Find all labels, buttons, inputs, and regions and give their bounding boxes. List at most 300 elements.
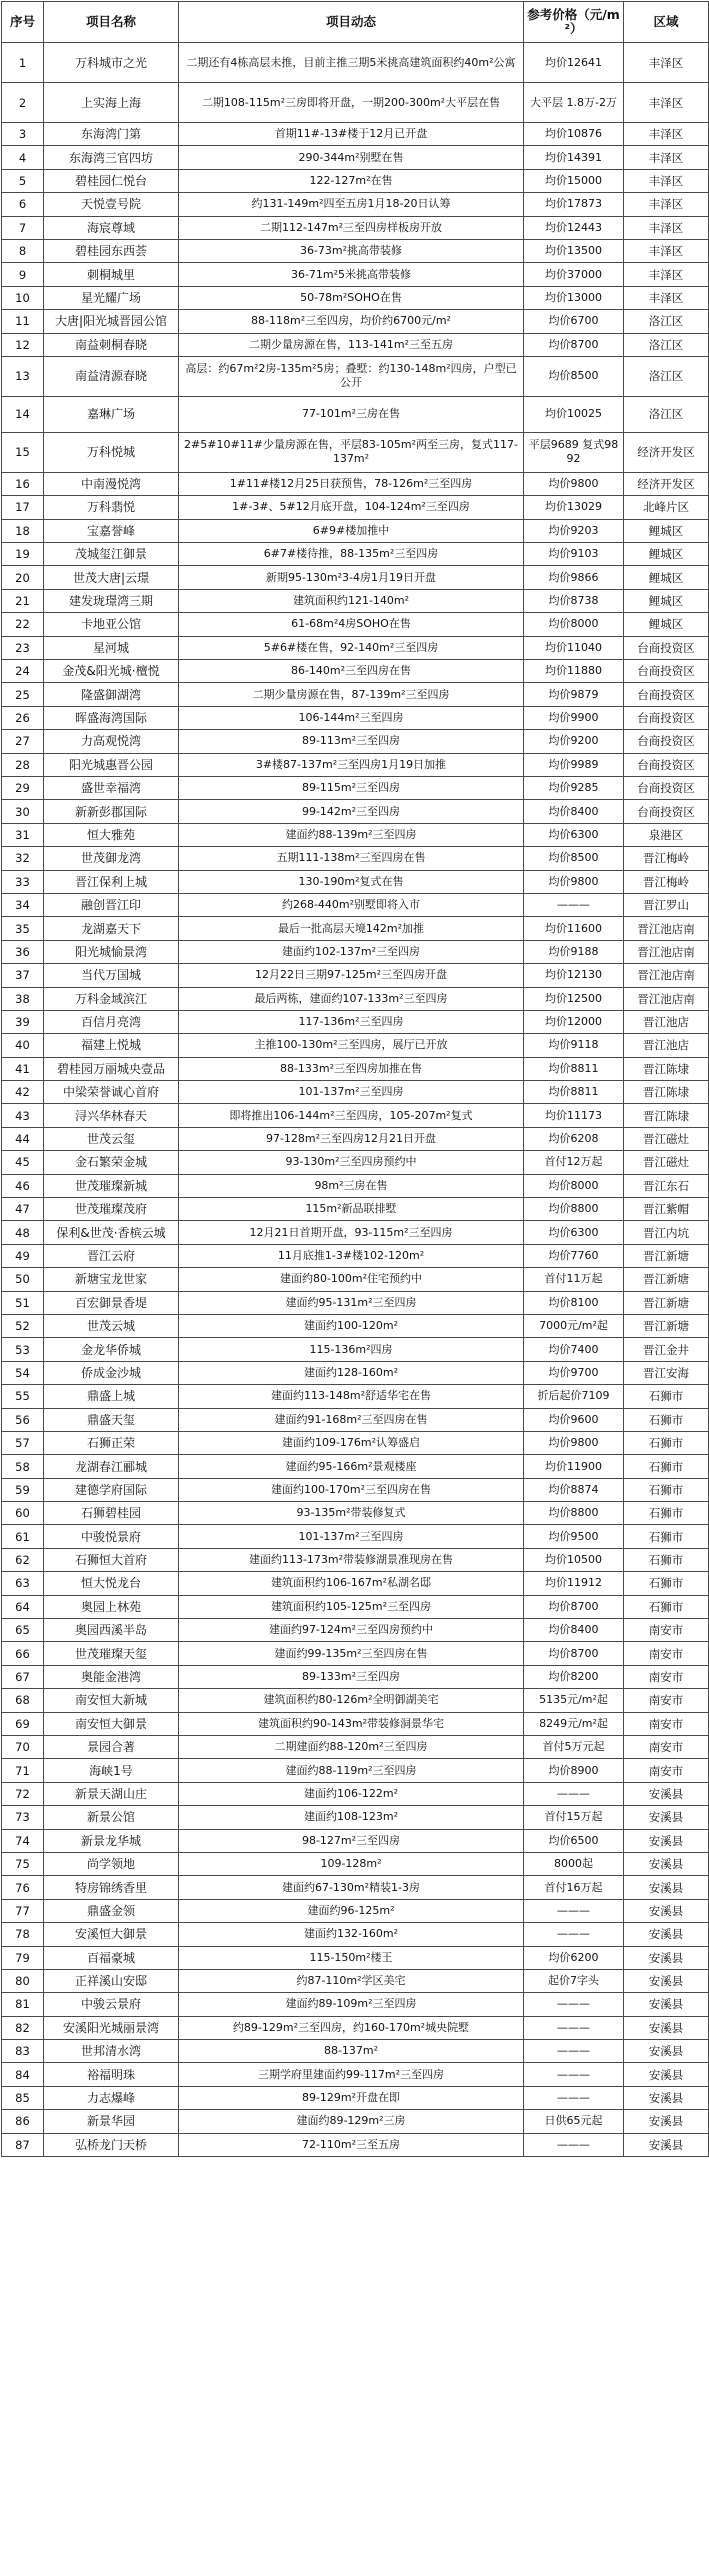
cell-dynamic: 二期108-115m²三房即将开盘，一期200-300m²大平层在售 bbox=[179, 83, 524, 123]
table-row bbox=[2, 1689, 709, 1712]
table-row bbox=[2, 1923, 709, 1946]
table-row bbox=[2, 83, 709, 123]
cell-no: 72 bbox=[2, 1782, 44, 1805]
cell-dynamic: 二期还有4栋高层未推，目前主推三期5米挑高建筑面积约40m²公寓 bbox=[179, 43, 524, 83]
cell-dynamic: 最后一批高层天境142m²加推 bbox=[179, 917, 524, 940]
cell-no: 36 bbox=[2, 940, 44, 963]
cell-region: 南安市 bbox=[624, 1759, 709, 1782]
cell-region: 石狮市 bbox=[624, 1408, 709, 1431]
cell-name: 龙湖春江郦城 bbox=[44, 1455, 179, 1478]
cell-price: 首付15万起 bbox=[524, 1806, 624, 1829]
cell-region: 丰泽区 bbox=[624, 123, 709, 146]
table-row bbox=[2, 1595, 709, 1618]
cell-dynamic: 三期学府里建面约99-117m²三至四房 bbox=[179, 2063, 524, 2086]
cell-name: 海峡1号 bbox=[44, 1759, 179, 1782]
cell-region: 经济开发区 bbox=[624, 472, 709, 495]
header-no: 序号 bbox=[2, 2, 44, 43]
cell-price: 均价9700 bbox=[524, 1361, 624, 1384]
cell-dynamic: 建面约100-120m² bbox=[179, 1314, 524, 1337]
cell-name: 鼎盛金领 bbox=[44, 1899, 179, 1922]
cell-name: 新塘宝龙世家 bbox=[44, 1268, 179, 1291]
cell-region: 南安市 bbox=[624, 1736, 709, 1759]
table-row bbox=[2, 1478, 709, 1501]
table-row bbox=[2, 1198, 709, 1221]
cell-name: 金茂&阳光城·檀悦 bbox=[44, 660, 179, 683]
cell-name: 奥能金港湾 bbox=[44, 1665, 179, 1688]
table-row bbox=[2, 2086, 709, 2109]
cell-name: 金龙华侨城 bbox=[44, 1338, 179, 1361]
cell-no: 2 bbox=[2, 83, 44, 123]
cell-region: 晋江池店南 bbox=[624, 987, 709, 1010]
cell-region: 晋江池店南 bbox=[624, 940, 709, 963]
cell-region: 鲤城区 bbox=[624, 519, 709, 542]
cell-dynamic: 72-110m²三至五房 bbox=[179, 2133, 524, 2156]
cell-no: 12 bbox=[2, 333, 44, 356]
table-row bbox=[2, 1736, 709, 1759]
cell-price: ——— bbox=[524, 2133, 624, 2156]
cell-region: 晋江新塘 bbox=[624, 1314, 709, 1337]
cell-name: 万科金域滨江 bbox=[44, 987, 179, 1010]
cell-dynamic: 建面约95-131m²三至四房 bbox=[179, 1291, 524, 1314]
cell-region: 安溪县 bbox=[624, 1923, 709, 1946]
cell-name: 碧桂园仁悦台 bbox=[44, 169, 179, 192]
cell-dynamic: 建面约132-160m² bbox=[179, 1923, 524, 1946]
cell-price: 均价10025 bbox=[524, 396, 624, 432]
cell-region: 经济开发区 bbox=[624, 432, 709, 472]
cell-region: 安溪县 bbox=[624, 1829, 709, 1852]
cell-price: 均价8700 bbox=[524, 1642, 624, 1665]
cell-dynamic: 98m²三房在售 bbox=[179, 1174, 524, 1197]
cell-no: 79 bbox=[2, 1946, 44, 1969]
table-row bbox=[2, 543, 709, 566]
cell-dynamic: 89-113m²三至四房 bbox=[179, 730, 524, 753]
header-price: 参考价格（元/m²） bbox=[524, 2, 624, 43]
cell-no: 21 bbox=[2, 589, 44, 612]
cell-price: 均价6200 bbox=[524, 1946, 624, 1969]
cell-region: 安溪县 bbox=[624, 2110, 709, 2133]
cell-name: 宝嘉誉峰 bbox=[44, 519, 179, 542]
table-row bbox=[2, 636, 709, 659]
cell-dynamic: 建面约95-166m²景观楼座 bbox=[179, 1455, 524, 1478]
cell-price: 均价8000 bbox=[524, 613, 624, 636]
cell-region: 石狮市 bbox=[624, 1595, 709, 1618]
cell-price: 均价6300 bbox=[524, 823, 624, 846]
cell-price: 7000元/m²起 bbox=[524, 1314, 624, 1337]
cell-dynamic: 主推100-130m²三至四房，展厅已开放 bbox=[179, 1034, 524, 1057]
cell-name: 世茂璀璨天玺 bbox=[44, 1642, 179, 1665]
cell-name: 石狮正荣 bbox=[44, 1431, 179, 1454]
cell-no: 62 bbox=[2, 1548, 44, 1571]
cell-name: 浔兴华林春天 bbox=[44, 1104, 179, 1127]
cell-price: 均价9200 bbox=[524, 730, 624, 753]
cell-region: 晋江东石 bbox=[624, 1174, 709, 1197]
table-row bbox=[2, 432, 709, 472]
cell-no: 77 bbox=[2, 1899, 44, 1922]
cell-region: 安溪县 bbox=[624, 1946, 709, 1969]
table-row bbox=[2, 2110, 709, 2133]
table-row bbox=[2, 1104, 709, 1127]
table-row bbox=[2, 496, 709, 519]
cell-dynamic: 101-137m²三至四房 bbox=[179, 1525, 524, 1548]
cell-region: 台商投资区 bbox=[624, 800, 709, 823]
cell-name: 侨成金沙城 bbox=[44, 1361, 179, 1384]
cell-name: 百宏御景香堤 bbox=[44, 1291, 179, 1314]
cell-price: 均价8874 bbox=[524, 1478, 624, 1501]
cell-dynamic: 约89-129m²三至四房，约160-170m²城央院墅 bbox=[179, 2016, 524, 2039]
cell-dynamic: 97-128m²三至四房12月21日开盘 bbox=[179, 1127, 524, 1150]
cell-name: 上实海上海 bbox=[44, 83, 179, 123]
cell-region: 石狮市 bbox=[624, 1385, 709, 1408]
cell-name: 建发珑璟湾三期 bbox=[44, 589, 179, 612]
cell-region: 鲤城区 bbox=[624, 613, 709, 636]
table-row bbox=[2, 2133, 709, 2156]
cell-dynamic: 5#6#楼在售，92-140m²三至四房 bbox=[179, 636, 524, 659]
cell-no: 40 bbox=[2, 1034, 44, 1057]
table-row bbox=[2, 753, 709, 776]
table-row bbox=[2, 589, 709, 612]
cell-no: 22 bbox=[2, 613, 44, 636]
cell-region: 丰泽区 bbox=[624, 169, 709, 192]
cell-price: 均价11600 bbox=[524, 917, 624, 940]
cell-name: 福建上悦城 bbox=[44, 1034, 179, 1057]
cell-no: 24 bbox=[2, 660, 44, 683]
cell-region: 晋江池店南 bbox=[624, 964, 709, 987]
cell-dynamic: 93-130m²三至四房预约中 bbox=[179, 1151, 524, 1174]
cell-price: 均价9879 bbox=[524, 683, 624, 706]
cell-dynamic: 建面约88-119m²三至四房 bbox=[179, 1759, 524, 1782]
cell-no: 51 bbox=[2, 1291, 44, 1314]
cell-no: 53 bbox=[2, 1338, 44, 1361]
cell-no: 3 bbox=[2, 123, 44, 146]
table-row bbox=[2, 1010, 709, 1033]
cell-name: 恒大悦龙台 bbox=[44, 1572, 179, 1595]
cell-dynamic: 109-128m² bbox=[179, 1852, 524, 1875]
cell-price: 日供65元起 bbox=[524, 2110, 624, 2133]
cell-dynamic: 99-142m²三至四房 bbox=[179, 800, 524, 823]
cell-no: 67 bbox=[2, 1665, 44, 1688]
cell-no: 8 bbox=[2, 239, 44, 262]
cell-name: 晋江云府 bbox=[44, 1244, 179, 1267]
cell-dynamic: 建筑面积约80-126m²全明御湖美宅 bbox=[179, 1689, 524, 1712]
cell-no: 59 bbox=[2, 1478, 44, 1501]
cell-region: 安溪县 bbox=[624, 1899, 709, 1922]
cell-region: 安溪县 bbox=[624, 1876, 709, 1899]
cell-dynamic: 117-136m²三至四房 bbox=[179, 1010, 524, 1033]
cell-no: 43 bbox=[2, 1104, 44, 1127]
table-row bbox=[2, 333, 709, 356]
cell-region: 南安市 bbox=[624, 1665, 709, 1688]
cell-dynamic: 12月21日首期开盘，93-115m²三至四房 bbox=[179, 1221, 524, 1244]
table-row bbox=[2, 1712, 709, 1735]
cell-region: 安溪县 bbox=[624, 1969, 709, 1992]
cell-no: 61 bbox=[2, 1525, 44, 1548]
table-row bbox=[2, 1127, 709, 1150]
cell-no: 83 bbox=[2, 2040, 44, 2063]
cell-name: 裕福明珠 bbox=[44, 2063, 179, 2086]
table-row bbox=[2, 1619, 709, 1642]
cell-name: 特房锦绣香里 bbox=[44, 1876, 179, 1899]
cell-name: 海宸尊域 bbox=[44, 216, 179, 239]
cell-no: 19 bbox=[2, 543, 44, 566]
table-row bbox=[2, 2040, 709, 2063]
cell-name: 安溪恒大御景 bbox=[44, 1923, 179, 1946]
cell-no: 58 bbox=[2, 1455, 44, 1478]
cell-region: 丰泽区 bbox=[624, 239, 709, 262]
cell-region: 安溪县 bbox=[624, 1852, 709, 1875]
header-dynamic: 项目动态 bbox=[179, 2, 524, 43]
cell-name: 世茂大唐|云璟 bbox=[44, 566, 179, 589]
table-row bbox=[2, 893, 709, 916]
table-row bbox=[2, 1548, 709, 1571]
cell-price: 均价9203 bbox=[524, 519, 624, 542]
cell-dynamic: 101-137m²三至四房 bbox=[179, 1081, 524, 1104]
cell-no: 66 bbox=[2, 1642, 44, 1665]
cell-price: 均价9800 bbox=[524, 472, 624, 495]
cell-no: 49 bbox=[2, 1244, 44, 1267]
cell-name: 鼎盛天玺 bbox=[44, 1408, 179, 1431]
cell-name: 星光耀广场 bbox=[44, 286, 179, 309]
table-row bbox=[2, 519, 709, 542]
cell-region: 晋江紫帽 bbox=[624, 1198, 709, 1221]
cell-price: ——— bbox=[524, 893, 624, 916]
cell-dynamic: 约87-110m²学区美宅 bbox=[179, 1969, 524, 1992]
cell-name: 恒大雅苑 bbox=[44, 823, 179, 846]
cell-name: 南安恒大新城 bbox=[44, 1689, 179, 1712]
cell-name: 天悦壹号院 bbox=[44, 193, 179, 216]
cell-dynamic: 115m²新品联排墅 bbox=[179, 1198, 524, 1221]
table-row bbox=[2, 1385, 709, 1408]
cell-region: 台商投资区 bbox=[624, 683, 709, 706]
cell-no: 39 bbox=[2, 1010, 44, 1033]
cell-no: 47 bbox=[2, 1198, 44, 1221]
cell-name: 鼎盛上城 bbox=[44, 1385, 179, 1408]
cell-price: 均价9800 bbox=[524, 870, 624, 893]
cell-price: 均价11880 bbox=[524, 660, 624, 683]
cell-name: 百信月亮湾 bbox=[44, 1010, 179, 1033]
table-row bbox=[2, 263, 709, 286]
cell-name: 奥园上林苑 bbox=[44, 1595, 179, 1618]
table-row bbox=[2, 1525, 709, 1548]
cell-name: 奥园西溪半岛 bbox=[44, 1619, 179, 1642]
cell-price: 均价12641 bbox=[524, 43, 624, 83]
cell-no: 54 bbox=[2, 1361, 44, 1384]
cell-dynamic: 二期112-147m²三至四房样板房开放 bbox=[179, 216, 524, 239]
cell-dynamic: 建面约80-100m²住宅预约中 bbox=[179, 1268, 524, 1291]
cell-no: 80 bbox=[2, 1969, 44, 1992]
cell-dynamic: 新期95-130m²3-4房1月19日开盘 bbox=[179, 566, 524, 589]
table-row bbox=[2, 472, 709, 495]
cell-name: 碧桂园万丽城央壹品 bbox=[44, 1057, 179, 1080]
cell-price: 均价9118 bbox=[524, 1034, 624, 1057]
cell-name: 万科城市之光 bbox=[44, 43, 179, 83]
cell-no: 70 bbox=[2, 1736, 44, 1759]
cell-region: 台商投资区 bbox=[624, 776, 709, 799]
cell-dynamic: 89-129m²开盘在即 bbox=[179, 2086, 524, 2109]
cell-price: ——— bbox=[524, 1993, 624, 2016]
cell-no: 41 bbox=[2, 1057, 44, 1080]
cell-dynamic: 建筑面积约105-125m²三至四房 bbox=[179, 1595, 524, 1618]
cell-name: 卡地亚公馆 bbox=[44, 613, 179, 636]
table-row bbox=[2, 123, 709, 146]
cell-dynamic: 130-190m²复式在售 bbox=[179, 870, 524, 893]
cell-price: 大平层 1.8万-2万 bbox=[524, 83, 624, 123]
cell-dynamic: 6#9#楼加推中 bbox=[179, 519, 524, 542]
cell-dynamic: 50-78m²SOHO在售 bbox=[179, 286, 524, 309]
cell-price: 均价12130 bbox=[524, 964, 624, 987]
cell-no: 28 bbox=[2, 753, 44, 776]
cell-region: 石狮市 bbox=[624, 1548, 709, 1571]
cell-price: 均价13029 bbox=[524, 496, 624, 519]
cell-region: 台商投资区 bbox=[624, 753, 709, 776]
cell-no: 78 bbox=[2, 1923, 44, 1946]
cell-region: 晋江罗山 bbox=[624, 893, 709, 916]
cell-name: 刺桐城里 bbox=[44, 263, 179, 286]
cell-price: 均价6208 bbox=[524, 1127, 624, 1150]
cell-dynamic: 建面约67-130m²精装1-3房 bbox=[179, 1876, 524, 1899]
cell-dynamic: 建面约106-122m² bbox=[179, 1782, 524, 1805]
cell-price: 均价6500 bbox=[524, 1829, 624, 1852]
table-row bbox=[2, 917, 709, 940]
cell-dynamic: 建面约113-173m²带装修湖景准现房在售 bbox=[179, 1548, 524, 1571]
table-row bbox=[2, 1034, 709, 1057]
cell-name: 南安恒大御景 bbox=[44, 1712, 179, 1735]
cell-no: 33 bbox=[2, 870, 44, 893]
table-row bbox=[2, 1829, 709, 1852]
cell-dynamic: 约268-440m²别墅即将入市 bbox=[179, 893, 524, 916]
cell-no: 27 bbox=[2, 730, 44, 753]
cell-name: 碧桂园东西荟 bbox=[44, 239, 179, 262]
cell-name: 东海湾三官四坊 bbox=[44, 146, 179, 169]
cell-dynamic: 88-133m²三至四房加推在售 bbox=[179, 1057, 524, 1080]
cell-price: 均价8700 bbox=[524, 333, 624, 356]
cell-name: 世茂御龙湾 bbox=[44, 847, 179, 870]
cell-no: 71 bbox=[2, 1759, 44, 1782]
table-row bbox=[2, 613, 709, 636]
cell-dynamic: 建面约91-168m²三至四房在售 bbox=[179, 1408, 524, 1431]
cell-price: 均价9600 bbox=[524, 1408, 624, 1431]
cell-no: 45 bbox=[2, 1151, 44, 1174]
cell-no: 16 bbox=[2, 472, 44, 495]
table-row bbox=[2, 146, 709, 169]
cell-name: 新景天湖山庄 bbox=[44, 1782, 179, 1805]
table-row bbox=[2, 566, 709, 589]
cell-region: 鲤城区 bbox=[624, 543, 709, 566]
cell-no: 29 bbox=[2, 776, 44, 799]
cell-price: 均价8811 bbox=[524, 1081, 624, 1104]
table-row bbox=[2, 1782, 709, 1805]
cell-no: 86 bbox=[2, 2110, 44, 2133]
cell-dynamic: 建面约109-176m²认筹盛启 bbox=[179, 1431, 524, 1454]
cell-name: 融创晋江印 bbox=[44, 893, 179, 916]
cell-price: ——— bbox=[524, 2016, 624, 2039]
cell-name: 东海湾门第 bbox=[44, 123, 179, 146]
cell-no: 30 bbox=[2, 800, 44, 823]
table-body bbox=[2, 43, 709, 2157]
cell-price: 均价12000 bbox=[524, 1010, 624, 1033]
cell-price: ——— bbox=[524, 1923, 624, 1946]
cell-no: 68 bbox=[2, 1689, 44, 1712]
cell-dynamic: 建面约113-148m²舒适华宅在售 bbox=[179, 1385, 524, 1408]
table-row bbox=[2, 1361, 709, 1384]
cell-dynamic: 115-136m²四房 bbox=[179, 1338, 524, 1361]
cell-no: 85 bbox=[2, 2086, 44, 2109]
table-row bbox=[2, 396, 709, 432]
cell-dynamic: 建面约102-137m²三至四房 bbox=[179, 940, 524, 963]
cell-price: 均价8800 bbox=[524, 1502, 624, 1525]
table-row bbox=[2, 706, 709, 729]
cell-no: 56 bbox=[2, 1408, 44, 1431]
cell-no: 26 bbox=[2, 706, 44, 729]
cell-name: 世茂云玺 bbox=[44, 1127, 179, 1150]
cell-no: 60 bbox=[2, 1502, 44, 1525]
cell-price: 均价8738 bbox=[524, 589, 624, 612]
table-row bbox=[2, 847, 709, 870]
table-row bbox=[2, 1502, 709, 1525]
cell-region: 丰泽区 bbox=[624, 83, 709, 123]
cell-no: 20 bbox=[2, 566, 44, 589]
cell-region: 南安市 bbox=[624, 1689, 709, 1712]
table-row bbox=[2, 1408, 709, 1431]
cell-dynamic: 86-140m²三至四房在售 bbox=[179, 660, 524, 683]
cell-region: 安溪县 bbox=[624, 1993, 709, 2016]
cell-name: 力高观悦湾 bbox=[44, 730, 179, 753]
header-name: 项目名称 bbox=[44, 2, 179, 43]
cell-price: 均价11912 bbox=[524, 1572, 624, 1595]
cell-dynamic: 五期111-138m²三至四房在售 bbox=[179, 847, 524, 870]
cell-name: 弘桥龙门天桥 bbox=[44, 2133, 179, 2156]
table-row bbox=[2, 1081, 709, 1104]
cell-region: 晋江新塘 bbox=[624, 1291, 709, 1314]
cell-region: 丰泽区 bbox=[624, 286, 709, 309]
cell-name: 正祥溪山安邸 bbox=[44, 1969, 179, 1992]
cell-dynamic: 高层：约67m²2房-135m²5房；叠墅：约130-148m²四房，户型已公开 bbox=[179, 356, 524, 396]
table-row bbox=[2, 1455, 709, 1478]
cell-no: 50 bbox=[2, 1268, 44, 1291]
table-row bbox=[2, 1057, 709, 1080]
cell-dynamic: 1#11#楼12月25日获预售，78-126m²三至四房 bbox=[179, 472, 524, 495]
cell-no: 10 bbox=[2, 286, 44, 309]
cell-no: 57 bbox=[2, 1431, 44, 1454]
cell-no: 84 bbox=[2, 2063, 44, 2086]
cell-dynamic: 二期少量房源在售，87-139m²三至四房 bbox=[179, 683, 524, 706]
table-row bbox=[2, 987, 709, 1010]
cell-name: 金石繁荣金城 bbox=[44, 1151, 179, 1174]
cell-dynamic: 6#7#楼待推，88-135m²三至四房 bbox=[179, 543, 524, 566]
cell-region: 晋江安海 bbox=[624, 1361, 709, 1384]
table-row bbox=[2, 1876, 709, 1899]
table-row bbox=[2, 1314, 709, 1337]
table-row bbox=[2, 1291, 709, 1314]
cell-no: 64 bbox=[2, 1595, 44, 1618]
cell-name: 万科翡悦 bbox=[44, 496, 179, 519]
cell-dynamic: 1#-3#、5#12月底开盘，104-124m²三至四房 bbox=[179, 496, 524, 519]
cell-region: 丰泽区 bbox=[624, 263, 709, 286]
cell-name: 中骏云景府 bbox=[44, 1993, 179, 2016]
cell-no: 55 bbox=[2, 1385, 44, 1408]
cell-price: 平层9689 复式9892 bbox=[524, 432, 624, 472]
cell-price: ——— bbox=[524, 2040, 624, 2063]
cell-no: 82 bbox=[2, 2016, 44, 2039]
cell-price: 均价12443 bbox=[524, 216, 624, 239]
table-row bbox=[2, 1806, 709, 1829]
cell-dynamic: 77-101m²三房在售 bbox=[179, 396, 524, 432]
cell-name: 景园合著 bbox=[44, 1736, 179, 1759]
cell-region: 丰泽区 bbox=[624, 146, 709, 169]
table-row bbox=[2, 1572, 709, 1595]
table-row bbox=[2, 193, 709, 216]
cell-price: 均价11900 bbox=[524, 1455, 624, 1478]
cell-dynamic: 3#楼87-137m²三至四房1月19日加推 bbox=[179, 753, 524, 776]
